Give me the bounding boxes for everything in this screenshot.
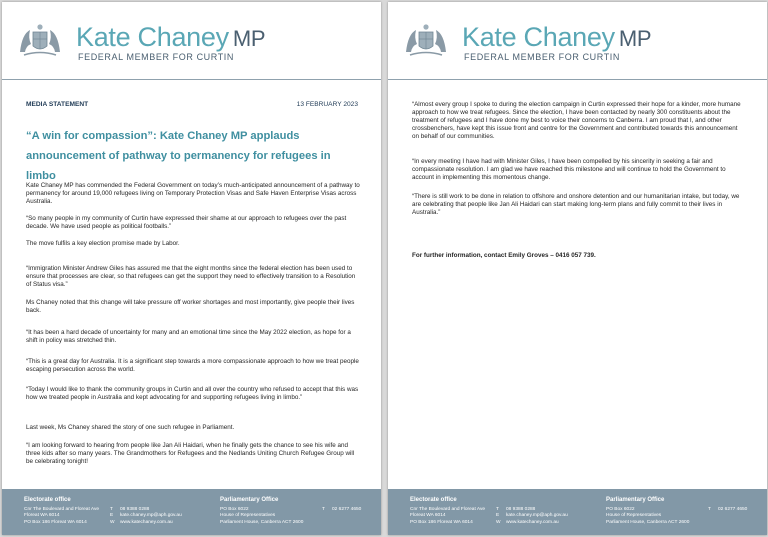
paragraph: “In every meeting I have had with Minister Giles, I have been compelled by his sincerity in seeking a fair and compassionate resolution. I am glad we have reached this milestone and will continue to hold the Government to account in implementing this momentous change. bbox=[412, 158, 726, 182]
electorate-address: Cnr The Boulevard and Floreat Ave bbox=[410, 507, 486, 512]
statement-date: 13 FEBRUARY 2023 bbox=[296, 101, 358, 108]
parliamentary-office-label: Parliamentary Office bbox=[606, 497, 665, 503]
paragraph: “This is a great day for Australia. It is a significant step towards a more compassionate approach to how we treat people escaping persecution across the world. bbox=[26, 358, 359, 374]
coat-of-arms-icon bbox=[16, 22, 64, 58]
mp-title: FEDERAL MEMBER FOR CURTIN bbox=[464, 52, 621, 62]
paragraph: “Immigration Minister Andrew Giles has assured me that the eight months since the federal election has been used to ensure that processes are clear, so that refugees can get the support they need to effectively transition to a Resolution of Status visa.” bbox=[26, 265, 356, 289]
electorate-suburb: Floreat WA 6014 bbox=[410, 513, 446, 518]
letterhead bbox=[2, 2, 381, 80]
paragraph: “Today I would like to thank the community groups in Curtin and all over the country who refused to accept that this was how we treated people in Australia and kept advocating for and supporting refugees living in limbo.” bbox=[26, 386, 359, 402]
parliamentary-phone-prefix: T bbox=[322, 507, 325, 512]
email-prefix: E bbox=[496, 513, 500, 518]
paragraph: “So many people in my community of Curtin have expressed their shame at our approach to refugees over the past decade. We have used people as political footballs.” bbox=[26, 215, 347, 231]
paragraph: “Almost every group I spoke to during the election campaign in Curtin expressed their hope for a kinder, more humane approach to how we treat refugees. Since the election, I have been contacted by nearly 300 constituents about the treatment of refugees and I have done my best to voice their concerns to Canberra. I am proud that I, and other crossbenchers, have kept this issue front and centre for the Government and contributed towards this announcement on behalf of our communities. bbox=[412, 101, 741, 141]
paragraph: “It has been a hard decade of uncertainty for many and an emotional time since the May 2022 election, as hope for a shift in policy was stretched thin. bbox=[26, 329, 351, 345]
paragraph: The move fulfils a key election promise made by Labor. bbox=[26, 240, 180, 247]
parliamentary-phone: 02 6277 4650 bbox=[332, 507, 362, 512]
web-prefix: W bbox=[496, 520, 501, 525]
paragraph: Kate Chaney MP has commended the Federal Government on today’s much-anticipated announcement of a pathway to permanency for around 19,000 refugees living on Temporary Protection Visas and Safe Haven Enterprise Visas across Australia. bbox=[26, 182, 360, 206]
website-link[interactable]: www.katechaney.com.au bbox=[120, 520, 173, 525]
letterhead bbox=[388, 2, 767, 80]
document-page-2 bbox=[388, 2, 767, 535]
parliamentary-house: House of Representatives bbox=[220, 513, 276, 518]
parliamentary-office-label: Parliamentary Office bbox=[220, 497, 279, 503]
parliamentary-house: House of Representatives bbox=[606, 513, 662, 518]
parliamentary-phone-prefix: T bbox=[708, 507, 711, 512]
parliamentary-po-box: PO Box 6022 bbox=[606, 507, 635, 512]
parliamentary-po-box: PO Box 6022 bbox=[220, 507, 249, 512]
email-prefix: E bbox=[110, 513, 114, 518]
parliamentary-phone: 02 6277 4650 bbox=[718, 507, 748, 512]
email-link[interactable]: kate.chaney.mp@aph.gov.au bbox=[120, 513, 182, 518]
header-divider bbox=[388, 79, 767, 80]
paragraph: Last week, Ms Chaney shared the story of one such refugee in Parliament. bbox=[26, 424, 235, 431]
headline: “A win for compassion”: Kate Chaney MP applauds announcement of pathway to permanency for refugees in limbo bbox=[26, 130, 331, 182]
paragraph: “I am looking forward to hearing from people like Jan Ali Haidari, when he finally gets the chance to see his wife and three kids after so many years. The Grandmothers for Refugees and the Nedlands Uniting Church Refugee Group will be celebrating tonight! bbox=[26, 442, 355, 466]
mp-title: FEDERAL MEMBER FOR CURTIN bbox=[78, 52, 235, 62]
contact-line: For further information, contact Emily Groves – 0416 057 739. bbox=[412, 252, 596, 259]
phone-number: 08 9388 0288 bbox=[506, 507, 536, 512]
website-link[interactable]: www.katechaney.com.au bbox=[506, 520, 559, 525]
header-divider bbox=[2, 79, 381, 80]
parliamentary-address: Parliament House, Canberra ACT 2600 bbox=[220, 520, 304, 525]
mp-name: Kate Chaney MP bbox=[462, 22, 652, 52]
document-page-1 bbox=[2, 2, 381, 535]
statement-label: MEDIA STATEMENT bbox=[26, 101, 89, 108]
paragraph: Ms Chaney noted that this change will take pressure off worker shortages and most importantly, give people their lives back. bbox=[26, 299, 355, 315]
electorate-office-label: Electorate office bbox=[410, 497, 457, 503]
electorate-suburb: Floreat WA 6014 bbox=[24, 513, 60, 518]
parliamentary-address: Parliament House, Canberra ACT 2600 bbox=[606, 520, 690, 525]
mp-suffix: MP bbox=[232, 26, 266, 51]
mp-name: Kate Chaney MP bbox=[76, 22, 266, 52]
electorate-address: Cnr The Boulevard and Floreat Ave bbox=[24, 507, 100, 512]
electorate-po-box: PO Box 186 Floreat WA 6014 bbox=[24, 520, 87, 525]
mp-suffix: MP bbox=[618, 26, 652, 51]
electorate-po-box: PO Box 186 Floreat WA 6014 bbox=[410, 520, 473, 525]
paragraph: “There is still work to be done in relation to offshore and onshore detention and our humanitarian intake, but today, we are celebrating that people like Jan Ali Haidari can start making long-term plans and fully commit to their lives in Australia.” bbox=[412, 193, 740, 217]
electorate-office-label: Electorate office bbox=[24, 497, 71, 503]
phone-prefix: T bbox=[496, 507, 499, 512]
footer bbox=[388, 489, 767, 535]
web-prefix: W bbox=[110, 520, 115, 525]
footer bbox=[2, 489, 381, 535]
email-link[interactable]: kate.chaney.mp@aph.gov.au bbox=[506, 513, 568, 518]
coat-of-arms-icon bbox=[402, 22, 450, 58]
phone-prefix: T bbox=[110, 507, 113, 512]
statement-meta bbox=[26, 101, 358, 111]
phone-number: 08 9388 0288 bbox=[120, 507, 150, 512]
